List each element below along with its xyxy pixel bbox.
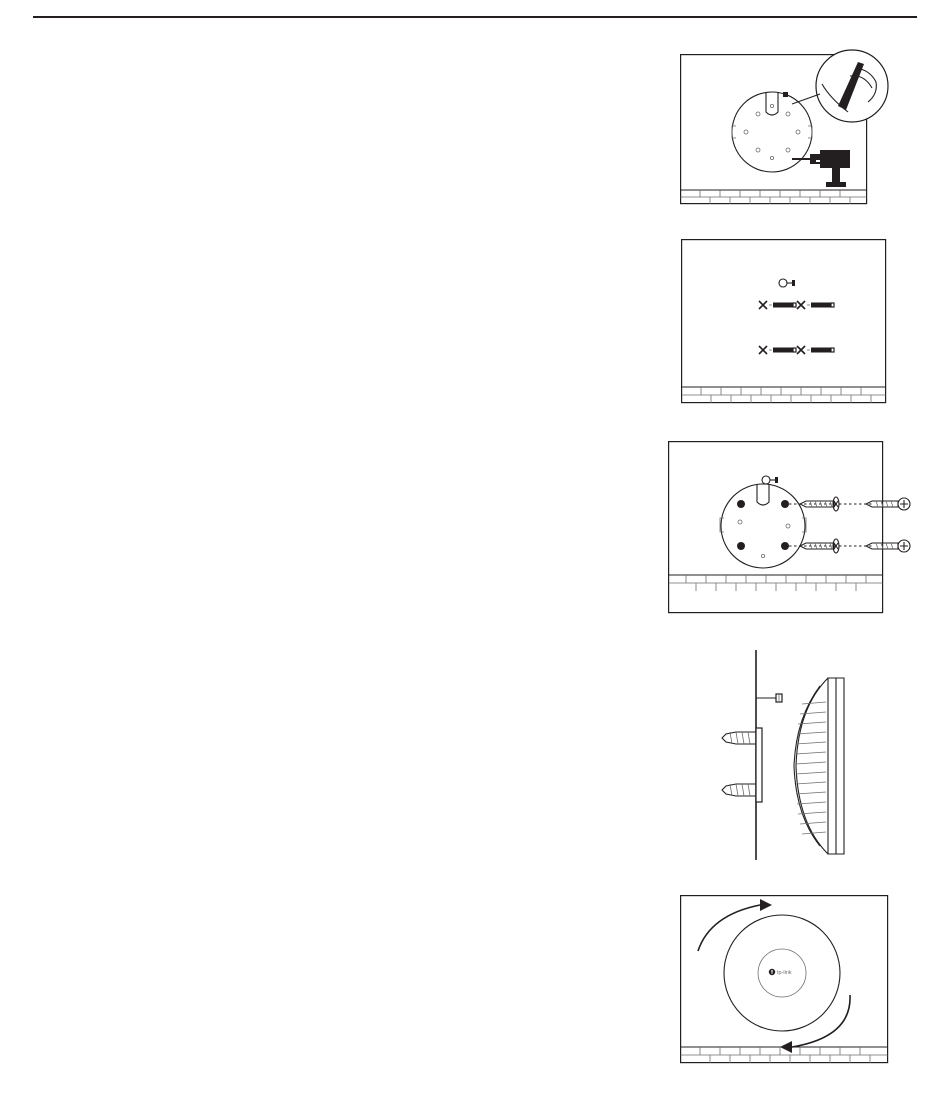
cable-hole-side <box>756 694 782 702</box>
access-point-top <box>724 915 840 1031</box>
figure-screw-bracket <box>668 438 918 616</box>
tp-link-logo <box>769 969 792 976</box>
figure-attach-ap-side <box>700 648 860 862</box>
brand-text: tp-link <box>777 970 792 976</box>
figure-rotate-ap <box>680 895 892 1067</box>
bracket-side <box>756 728 762 802</box>
anchor-holes-icon <box>681 239 891 405</box>
header-rule <box>33 16 917 18</box>
attach-ap-side-view-icon <box>700 648 860 862</box>
figure-mark-and-drill <box>680 54 890 206</box>
anchors-side <box>722 732 756 796</box>
mark-and-drill-icon <box>680 54 890 206</box>
screw-bracket-icon <box>668 438 918 616</box>
figure-anchors <box>681 239 891 405</box>
access-point-side <box>794 678 844 854</box>
rotate-ap-icon <box>680 895 892 1067</box>
